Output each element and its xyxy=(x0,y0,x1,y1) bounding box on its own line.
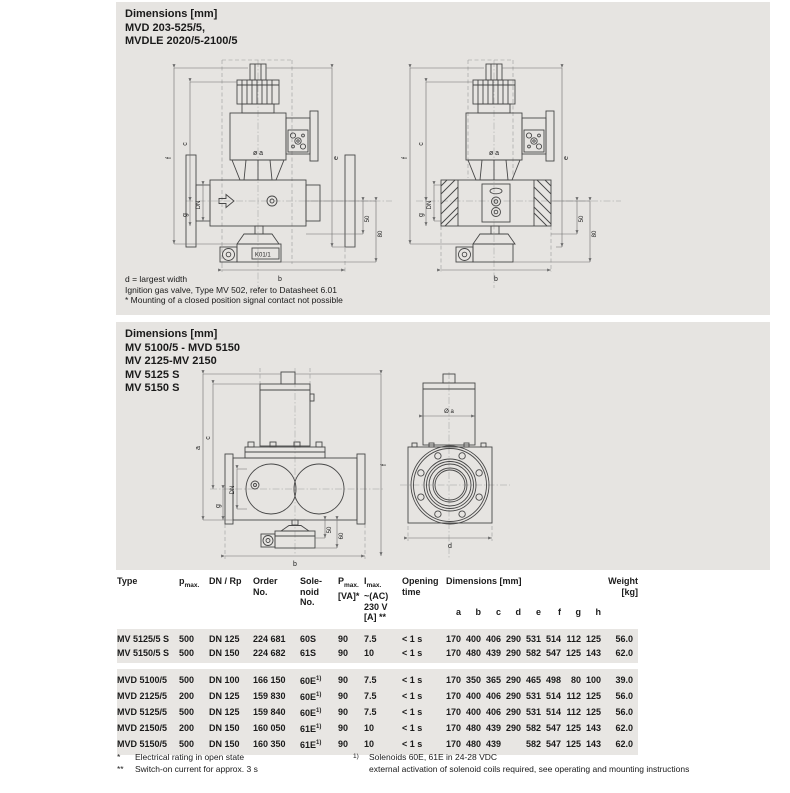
type-cell: MVD 2150/5 xyxy=(117,720,179,736)
current-cell: 10 xyxy=(364,720,402,736)
pmax-cell: 200 xyxy=(179,688,209,704)
dim-label-80: 80 xyxy=(378,230,384,238)
dim-b-cell: 350 xyxy=(466,669,486,688)
dim-label-f: f xyxy=(402,157,409,159)
dim-h-cell: 125 xyxy=(586,688,606,704)
dim-e-cell: 531 xyxy=(526,688,546,704)
dim-h-cell: 125 xyxy=(586,704,606,720)
dim-b-cell: 480 xyxy=(466,646,486,663)
dim-c-cell: 439 xyxy=(486,736,506,755)
footnote-text: Solenoids 60E, 61E in 24-28 VDC xyxy=(369,752,498,762)
table-header xyxy=(117,576,638,623)
dim-g-cell: 125 xyxy=(566,736,586,755)
dim-label-a: a xyxy=(195,446,202,450)
opening-time-cell: < 1 s xyxy=(402,720,446,736)
type-cell: MVD 5125/5 xyxy=(117,704,179,720)
dim-label-dn: DN xyxy=(196,200,202,210)
dim-d-cell: 290 xyxy=(506,704,526,720)
table-row xyxy=(117,720,638,736)
dim-label-g: g xyxy=(182,213,189,217)
order-number-cell: 159 830 xyxy=(253,688,300,704)
dim-a-cell: 170 xyxy=(446,688,466,704)
dim-b-cell: 480 xyxy=(466,736,486,755)
dim-label-dn: DN xyxy=(427,200,433,210)
dim-h-cell: 143 xyxy=(586,720,606,736)
dim-c-cell: 439 xyxy=(486,646,506,663)
order-number-cell: 224 682 xyxy=(253,646,300,663)
note-line: Ignition gas valve, Type MV 502, refer to Datasheet 6.01 xyxy=(125,284,337,295)
header-solenoid-no: Sole- noid No. xyxy=(300,576,323,607)
header-dim-g: g xyxy=(575,607,581,618)
pmax-cell: 500 xyxy=(179,629,209,646)
power-cell: 90 xyxy=(338,688,364,704)
section2-title-line: MV 5125 S xyxy=(125,368,180,381)
dim-b-cell: 400 xyxy=(466,688,486,704)
weight-cell: 62.0 xyxy=(606,720,638,736)
dim-d-cell: 290 xyxy=(506,688,526,704)
dim-label-60: 60 xyxy=(339,532,345,540)
footnotes xyxy=(117,752,717,775)
footnote-mark-empty xyxy=(353,764,369,775)
section1-title-line: Dimensions [mm] xyxy=(125,8,218,20)
dim-e-cell: 582 xyxy=(526,646,546,663)
table-row xyxy=(117,704,638,720)
power-cell: 90 xyxy=(338,669,364,688)
dim-label-50: 50 xyxy=(327,526,333,534)
order-number-cell: 160 350 xyxy=(253,736,300,755)
solenoid-cell: 60S xyxy=(300,629,338,646)
solenoid-cell: $60E^{1)}$ xyxy=(300,669,338,688)
dim-e-cell: 531 xyxy=(526,629,546,646)
weight-cell: 62.0 xyxy=(606,646,638,663)
pmax-cell: 500 xyxy=(179,704,209,720)
dn-cell: DN 125 xyxy=(209,688,253,704)
section1-title-line: MVDLE 2020/5-2100/5 xyxy=(125,35,238,47)
dim-c-cell: 439 xyxy=(486,720,506,736)
opening-time-cell: < 1 s xyxy=(402,736,446,755)
dn-cell: DN 150 xyxy=(209,720,253,736)
header-power: $P_{max.}$ [VA]* xyxy=(338,576,360,602)
header-dim-f: f xyxy=(558,607,561,618)
section1-title xyxy=(125,8,238,49)
current-cell: 7.5 xyxy=(364,688,402,704)
header-dimensions: Dimensions [mm] xyxy=(446,576,522,586)
dim-label-b: b xyxy=(494,276,498,283)
dim-label-50: 50 xyxy=(365,215,371,223)
weight-cell: 56.0 xyxy=(606,629,638,646)
dim-d-cell: 290 xyxy=(506,669,526,688)
note-line: * Mounting of a closed position signal contact not possible xyxy=(125,295,343,305)
dim-c-cell: 406 xyxy=(486,688,506,704)
type-cell: MVD 5100/5 xyxy=(117,669,179,688)
type-cell: MVD 5150/5 xyxy=(117,736,179,755)
header-dim-h: h xyxy=(595,607,602,618)
header-weight: Weight [kg] xyxy=(608,576,639,597)
dim-label-e: e xyxy=(333,156,340,160)
table-group-mv xyxy=(117,629,638,663)
footnote-mark-single-star: * xyxy=(117,752,121,762)
section2-title-line: MV 5150 S xyxy=(125,382,180,394)
power-cell: 90 xyxy=(338,736,364,755)
dimensions-section-mvd xyxy=(116,2,770,315)
k01-label: K01/1 xyxy=(255,252,271,259)
dim-g-cell: 112 xyxy=(566,704,586,720)
type-cell: MV 5125/5 S xyxy=(117,629,179,646)
section2-title-line: MV 5100/5 - MVD 5150 xyxy=(125,341,240,354)
dim-label-f: f xyxy=(166,157,173,159)
dim-h-cell: 143 xyxy=(586,646,606,663)
dim-f-cell: 514 xyxy=(546,704,566,720)
weight-cell: 62.0 xyxy=(606,736,638,755)
dim-f-cell: 514 xyxy=(546,629,566,646)
table-row xyxy=(117,688,638,704)
dim-h-cell: 100 xyxy=(586,669,606,688)
pmax-cell: 500 xyxy=(179,669,209,688)
section2-title-line: MV 2125-MV 2150 xyxy=(125,355,217,367)
header-dim-d: d xyxy=(515,607,521,618)
dim-b-cell: 400 xyxy=(466,629,486,646)
opening-time-cell: < 1 s xyxy=(402,629,446,646)
section1-title-line: MVD 203-525/5, xyxy=(125,21,206,34)
dim-a-cell: 170 xyxy=(446,629,466,646)
power-cell: 90 xyxy=(338,704,364,720)
opening-time-cell: < 1 s xyxy=(402,704,446,720)
pmax-cell: 500 xyxy=(179,736,209,755)
dim-label-80: 80 xyxy=(592,230,598,238)
header-current: $I_{max.}$ ~(AC) 230 V [A] ** xyxy=(364,576,389,623)
dim-label-b: b xyxy=(278,276,282,283)
type-cell: MVD 2125/5 xyxy=(117,688,179,704)
dim-f-cell: 547 xyxy=(546,646,566,663)
current-cell: 7.5 xyxy=(364,669,402,688)
dim-e-cell: 531 xyxy=(526,704,546,720)
dim-e-cell: 582 xyxy=(526,720,546,736)
solenoid-cell: $60E^{1)}$ xyxy=(300,688,338,704)
power-cell: 90 xyxy=(338,629,364,646)
drawing-mv5100-side-view xyxy=(185,368,410,568)
opening-time-cell: < 1 s xyxy=(402,688,446,704)
header-order-no: Order No. xyxy=(253,576,278,597)
footnote-mark-double-star: ** xyxy=(117,764,124,774)
type-cell: MV 5150/5 S xyxy=(117,646,179,663)
dim-e-cell: 582 xyxy=(526,736,546,755)
dim-g-cell: 125 xyxy=(566,646,586,663)
section2-title-line: Dimensions [mm] xyxy=(125,328,218,340)
dim-c-cell: 406 xyxy=(486,629,506,646)
dn-cell: DN 125 xyxy=(209,704,253,720)
dim-g-cell: 80 xyxy=(566,669,586,688)
footnote-mark-1: 1) xyxy=(353,753,359,760)
header-dim-a: a xyxy=(455,607,461,618)
dim-a-cell: 170 xyxy=(446,736,466,755)
solenoid-cell: 61S xyxy=(300,646,338,663)
table-row xyxy=(117,629,638,646)
dim-a-cell: 170 xyxy=(446,720,466,736)
specification-table-wrap xyxy=(117,576,638,755)
dim-a-cell: 170 xyxy=(446,646,466,663)
footnote-text: Switch-on current for approx. 3 s xyxy=(135,764,258,774)
opening-time-cell: < 1 s xyxy=(402,669,446,688)
dim-f-cell: 514 xyxy=(546,688,566,704)
order-number-cell: 166 150 xyxy=(253,669,300,688)
current-cell: 10 xyxy=(364,646,402,663)
header-dn-rp: DN / Rp xyxy=(209,576,242,586)
dim-label-b: b xyxy=(293,561,297,568)
dim-label-dia-a: ø a xyxy=(488,150,500,157)
dim-d-cell: 290 xyxy=(506,629,526,646)
opening-time-cell: < 1 s xyxy=(402,646,446,663)
dim-label-dn: DN xyxy=(230,485,236,495)
dim-g-cell: 112 xyxy=(566,629,586,646)
dn-cell: DN 150 xyxy=(209,736,253,755)
dim-b-cell: 480 xyxy=(466,720,486,736)
dim-h-cell: 125 xyxy=(586,629,606,646)
drawing-mvd-flanged-valve xyxy=(160,58,400,293)
dim-label-50: 50 xyxy=(579,215,585,223)
header-dim-c: c xyxy=(495,607,501,618)
dim-a-cell: 170 xyxy=(446,704,466,720)
dim-label-e: e xyxy=(563,156,570,160)
header-dim-e: e xyxy=(535,607,541,618)
dn-cell: DN 100 xyxy=(209,669,253,688)
dim-g-cell: 112 xyxy=(566,688,586,704)
header-opening-time: Opening time xyxy=(402,576,439,597)
power-cell: 90 xyxy=(338,646,364,663)
footnote-text: Electrical rating in open state xyxy=(135,752,245,762)
current-cell: 10 xyxy=(364,736,402,755)
weight-cell: 56.0 xyxy=(606,704,638,720)
table-row xyxy=(117,646,638,663)
dim-f-cell: 547 xyxy=(546,720,566,736)
table-group-mvd xyxy=(117,669,638,755)
dim-label-c: c xyxy=(205,436,212,440)
footnote-text: external activation of solenoid coils required, see operating and mounting instructions xyxy=(369,764,690,774)
dim-b-cell: 400 xyxy=(466,704,486,720)
dim-label-c: c xyxy=(182,142,189,146)
power-cell: 90 xyxy=(338,720,364,736)
dim-label-c: c xyxy=(418,142,425,146)
pmax-cell: 500 xyxy=(179,646,209,663)
dim-label-dia-a: Ø a xyxy=(444,409,454,415)
drawing-mv5100-end-view xyxy=(400,372,510,562)
dim-g-cell: 125 xyxy=(566,720,586,736)
dim-d-cell: 290 xyxy=(506,646,526,663)
dn-cell: DN 125 xyxy=(209,629,253,646)
dim-a-cell: 170 xyxy=(446,669,466,688)
table-row xyxy=(117,669,638,688)
dim-h-cell: 143 xyxy=(586,736,606,755)
dim-f-cell: 498 xyxy=(546,669,566,688)
header-pmax: $p_{max.}$ xyxy=(179,576,200,589)
solenoid-cell: $61E^{1)}$ xyxy=(300,720,338,736)
dim-d-cell: 290 xyxy=(506,720,526,736)
dim-c-cell: 365 xyxy=(486,669,506,688)
dim-f-cell: 547 xyxy=(546,736,566,755)
current-cell: 7.5 xyxy=(364,704,402,720)
dim-e-cell: 465 xyxy=(526,669,546,688)
dimensions-section-mv5100 xyxy=(116,322,770,570)
solenoid-cell: $61E^{1)}$ xyxy=(300,736,338,755)
section1-notes xyxy=(125,274,343,306)
dim-label-dia-a: ø a xyxy=(252,150,264,157)
drawing-mvdle-threaded-valve xyxy=(396,58,636,293)
dim-label-d: d xyxy=(448,543,452,550)
dim-label-g: g xyxy=(418,213,425,217)
dn-cell: DN 150 xyxy=(209,646,253,663)
solenoid-cell: $60E^{1)}$ xyxy=(300,704,338,720)
pmax-cell: 200 xyxy=(179,720,209,736)
dim-label-f: f xyxy=(381,464,388,466)
weight-cell: 39.0 xyxy=(606,669,638,688)
specification-table xyxy=(117,576,638,755)
order-number-cell: 224 681 xyxy=(253,629,300,646)
note-line: d = largest width xyxy=(125,274,188,284)
dim-c-cell: 406 xyxy=(486,704,506,720)
header-type: Type xyxy=(117,576,138,586)
order-number-cell: 160 050 xyxy=(253,720,300,736)
order-number-cell: 159 840 xyxy=(253,704,300,720)
header-dim-b: b xyxy=(475,607,481,618)
dim-label-g: g xyxy=(215,504,222,508)
current-cell: 7.5 xyxy=(364,629,402,646)
weight-cell: 56.0 xyxy=(606,688,638,704)
